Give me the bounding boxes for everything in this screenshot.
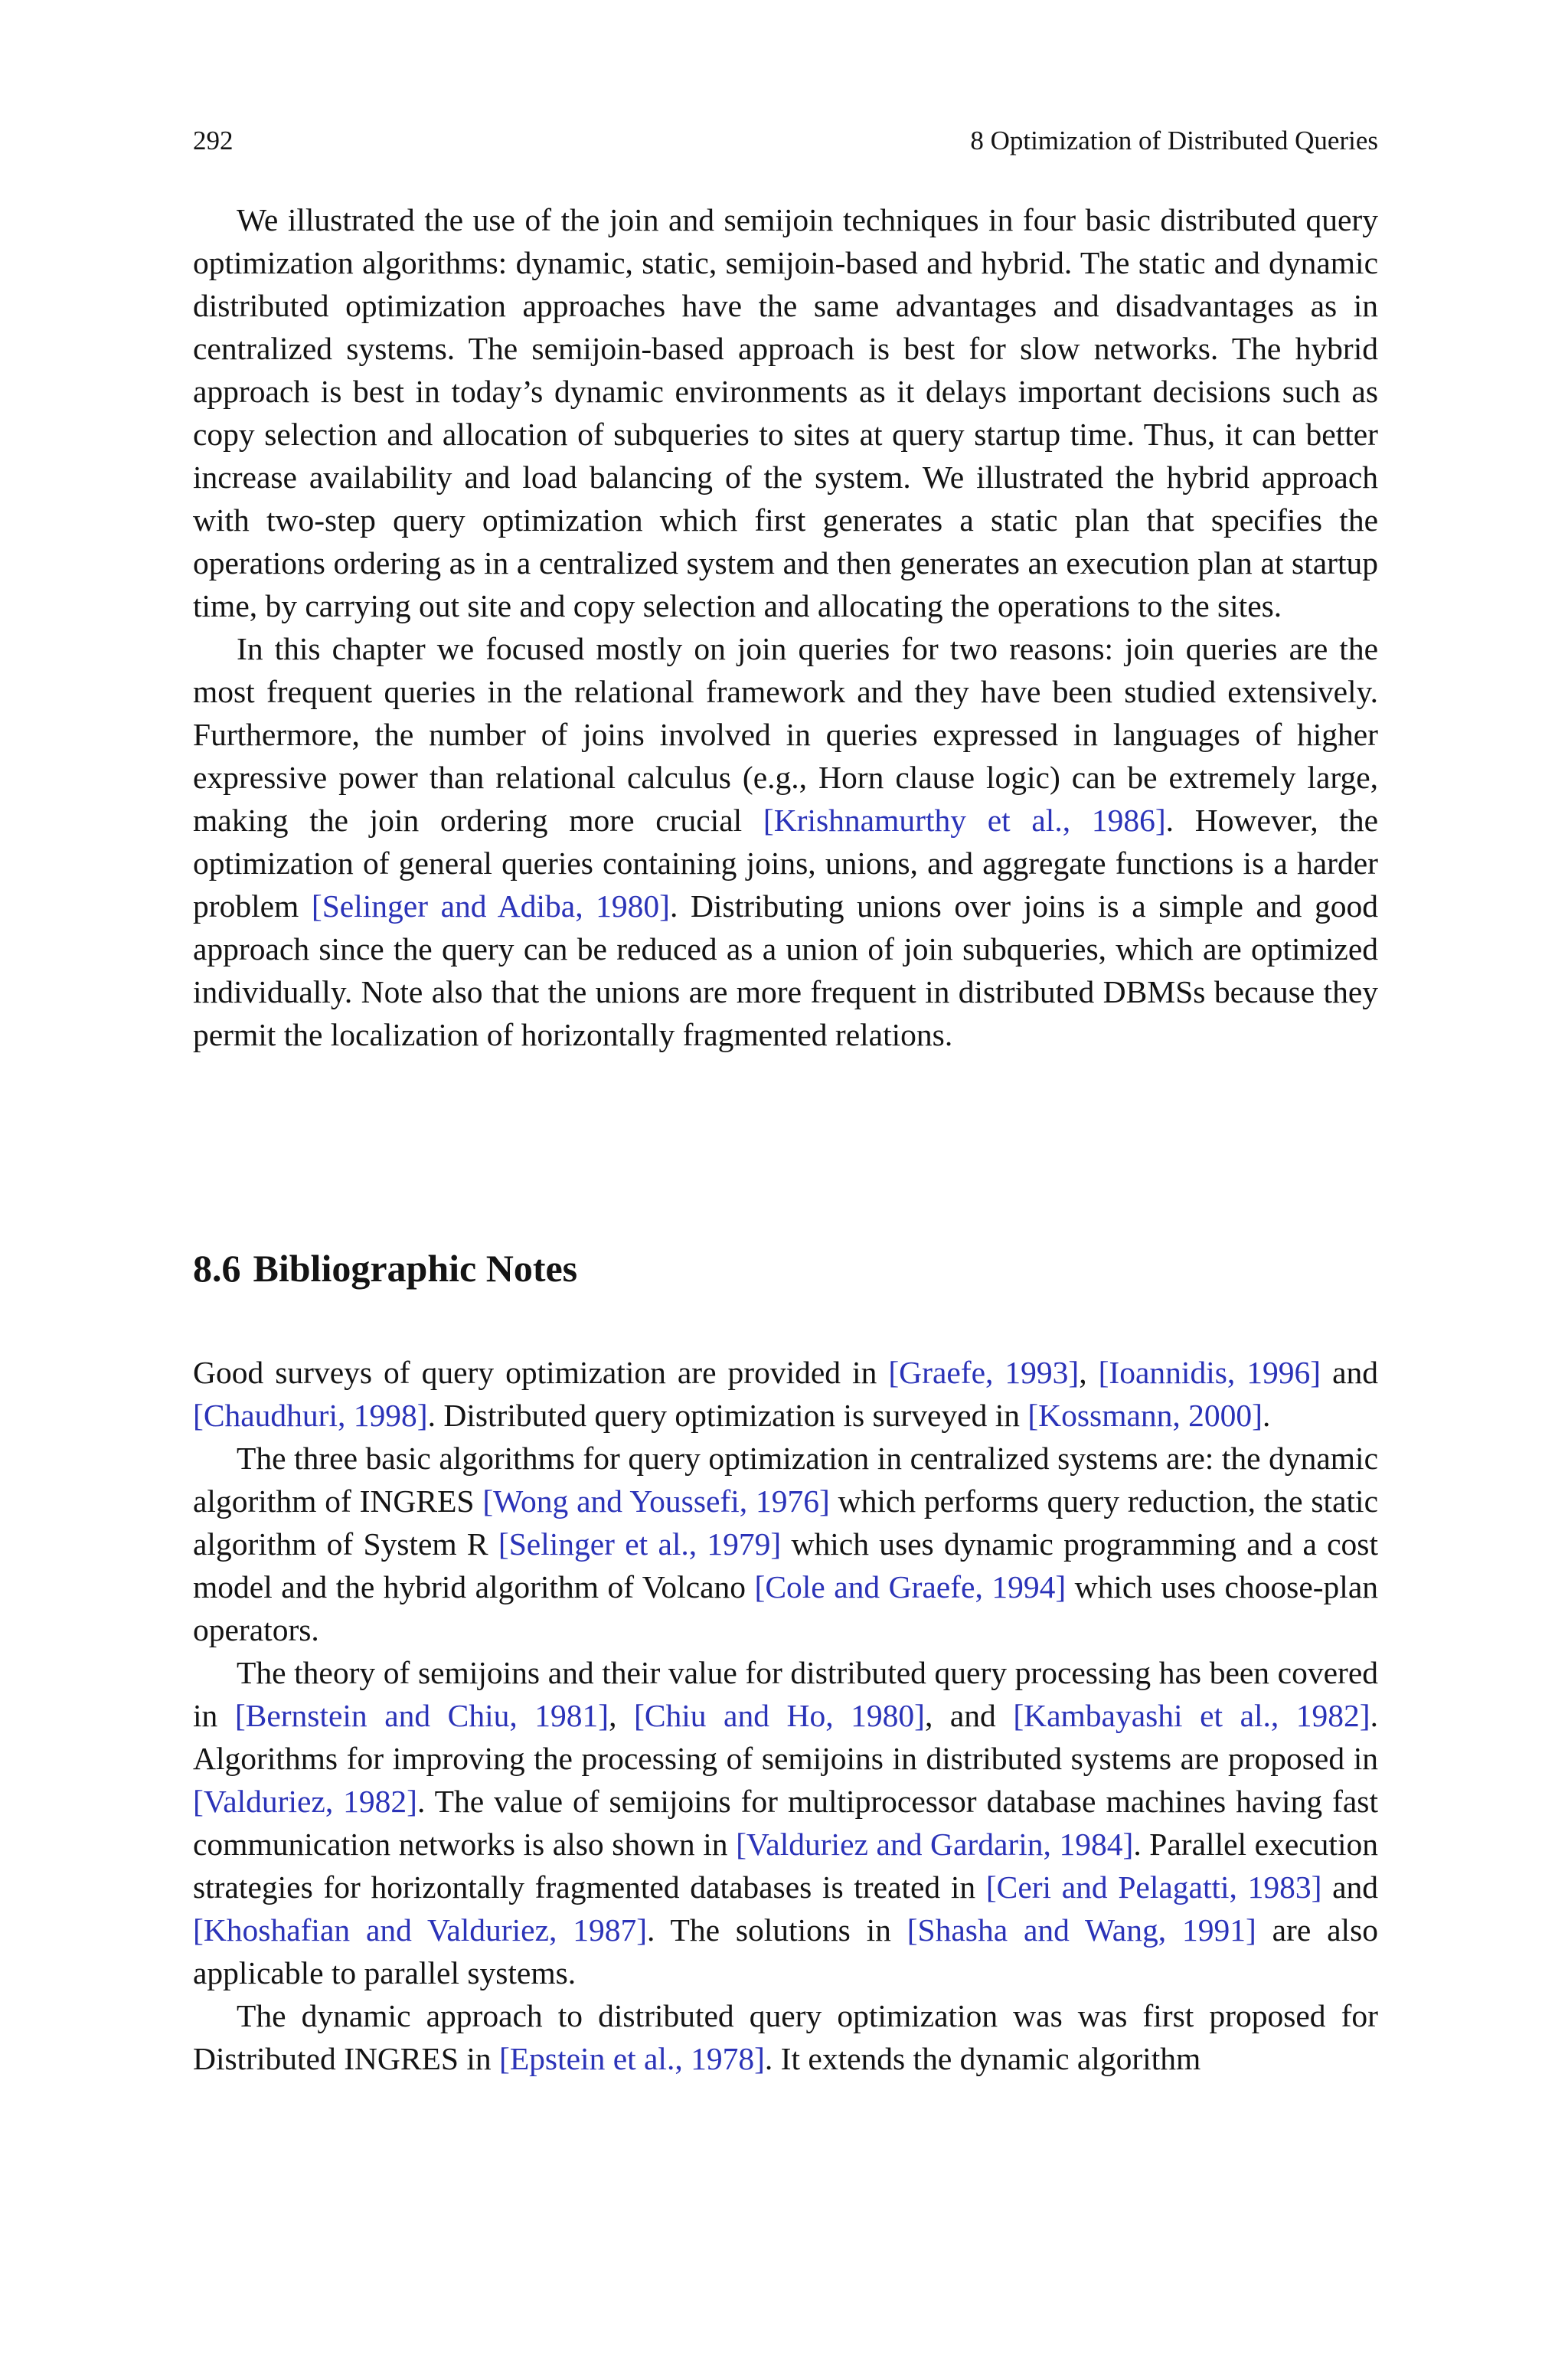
text-run: The theory of semijoins and their value for distributed query processing has been covered in [193,1655,1378,1733]
text-run: , and [924,1698,1014,1733]
citation-link[interactable]: [Valduriez and Gardarin, 1984] [736,1827,1134,1862]
citation-link[interactable]: [Graefe, 1993] [888,1355,1080,1390]
text-run: which performs query reduction, the static algorithm of System R [193,1483,1378,1562]
text-run: . Distributing unions over joins is a simple and good approach since the query can be reduced as a union of join subqueries, which are optimized individually. Note also that the unions are more frequent in distributed DBMSs because they permit the localization of horizontally fragmented relations. [193,888,1378,1052]
citation-link[interactable]: [Selinger et al., 1979] [498,1526,782,1562]
text-run: are also applicable to parallel systems. [193,1912,1378,1990]
biblio-paragraph-4 [193,1994,1378,2080]
text-run: The dynamic approach to distributed query optimization was was first proposed for Distributed INGRES in [193,1998,1378,2076]
citation-link[interactable]: [Chaudhuri, 1998] [193,1398,428,1433]
bibliographic-notes [193,1351,1378,2080]
summary-paragraph-2 [193,627,1378,1056]
citation-link[interactable]: [Cole and Graefe, 1994] [754,1569,1067,1604]
text-run: . Parallel execution strategies for horizontally fragmented databases is treated in [193,1827,1378,1905]
text-run: , [609,1698,634,1733]
citation-link[interactable]: [Kossmann, 2000] [1027,1398,1263,1433]
text-run: . Algorithms for improving the processing of semijoins in distributed systems are proposed in [193,1698,1378,1776]
citation-link[interactable]: [Ioannidis, 1996] [1098,1355,1321,1390]
citation-link[interactable]: [Kambayashi et al., 1982] [1013,1698,1370,1733]
text-run: , [1079,1355,1099,1390]
chapter-title: 8 Optimization of Distributed Queries [970,126,1378,155]
biblio-paragraph-2 [193,1437,1378,1651]
citation-link[interactable]: [Epstein et al., 1978] [499,2041,765,2076]
chapter-summary [193,198,1378,1056]
running-head [193,124,1378,158]
text-run: Good surveys of query optimization are provided in [193,1355,889,1390]
text-run: In this chapter we focused mostly on join queries for two reasons: join queries are the most frequent queries in the relational framework and they have been studied extensively. Furthermore, the number of joins involved in queries expressed in languages of higher expressive power than relational calculus (e.g., Horn clause logic) can be extremely large, making the join ordering more crucial [193,631,1378,838]
text-run: and [1321,1869,1379,1905]
page-number: 292 [193,126,234,155]
citation-link[interactable]: [Chiu and Ho, 1980] [634,1698,925,1733]
text-run: . The value of semijoins for multiprocessor database machines having fast communication networks is also shown in [193,1784,1378,1862]
citation-link[interactable]: [Wong and Youssefi, 1976] [482,1483,830,1519]
citation-link[interactable]: [Shasha and Wang, 1991] [906,1912,1256,1948]
biblio-paragraph-1 [193,1351,1378,1437]
text-run: The three basic algorithms for query optimization in centralized systems are: the dynamic algorithm of INGRES [193,1441,1378,1519]
citation-link[interactable]: [Valduriez, 1982] [193,1784,418,1819]
section-heading [193,1245,577,1292]
citation-link[interactable]: [Bernstein and Chiu, 1981] [234,1698,609,1733]
text-run: . However, the optimization of general queries containing joins, unions, and aggregate functions is a harder problem [193,803,1379,924]
biblio-paragraph-3 [193,1651,1378,1994]
section-title: Bibliographic Notes [253,1247,578,1290]
text-run: . [1262,1398,1271,1433]
summary-paragraph-1: We illustrated the use of the join and semijoin techniques in four basic distributed query optimization algorithms: dynamic, static, semijoin-based and hybrid. The static and dynamic distributed optimization approaches have the same advantages and disadvantages as in centralized systems. The semijoin-based approach is best for slow networks. The hybrid approach is best in today’s dynamic environments as it delays important decisions such as copy selection and allocation of subqueries to sites at query startup time. Thus, it can better increase availability and load balancing of the system. We illustrated the hybrid approach with two-step query optimization which first generates a static plan that specifies the operations ordering as in a centralized system and then generates an execution plan at startup time, by carrying out site and copy selection and allocating the operations to the sites. [193,202,1378,623]
text-run: which uses dynamic programming and a cost model and the hybrid algorithm of Volcano [193,1526,1378,1604]
section-number: 8.6 [193,1247,241,1290]
text-run: which uses choose-plan operators. [193,1569,1379,1647]
text-run: and [1321,1355,1379,1390]
citation-link[interactable]: [Selinger and Adiba, 1980] [311,888,670,924]
text-run: . Distributed query optimization is surveyed in [427,1398,1028,1433]
text-run: . The solutions in [647,1912,907,1948]
citation-link[interactable]: [Ceri and Pelagatti, 1983] [985,1869,1322,1905]
citation-link[interactable]: [Khoshafian and Valduriez, 1987] [193,1912,648,1948]
citation-link[interactable]: [Krishnamurthy et al., 1986] [763,803,1166,838]
text-run: . It extends the dynamic algorithm [764,2041,1201,2076]
